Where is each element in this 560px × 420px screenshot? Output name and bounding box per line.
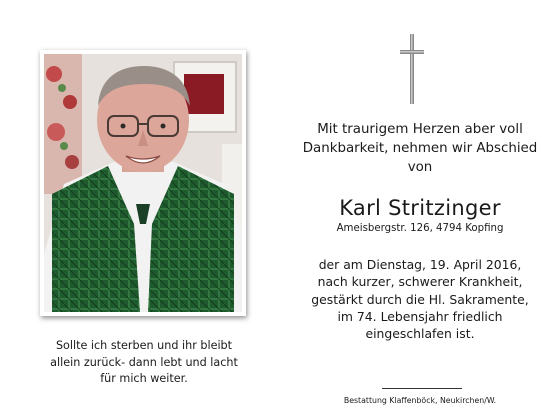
- deceased-address: Ameisbergstr. 126, 4794 Kopfing: [336, 223, 504, 234]
- details-line: nach kurzer, schwerer Krankheit,: [317, 274, 523, 290]
- cross-icon: [400, 34, 424, 104]
- details-line: gestärkt durch die Hl. Sakramente,: [311, 291, 529, 307]
- quote-line: für mich weiter.: [100, 372, 188, 385]
- portrait-image: [44, 54, 242, 312]
- undertaker-credit: Bestattung Klaffenböck, Neukirchen/W.: [343, 396, 497, 405]
- details-line: im 74. Lebensjahr friedlich: [337, 308, 503, 324]
- death-details: [298, 256, 542, 342]
- details-line: eingeschlafen ist.: [365, 326, 475, 342]
- footer-divider: [382, 388, 462, 389]
- details-line: der am Dienstag, 19. April 2016,: [318, 257, 522, 272]
- quote-line: Sollte ich sterben und ihr bleibt: [55, 339, 233, 352]
- intro-line: Mit traurigem Herzen aber voll: [317, 122, 523, 137]
- deceased-name: Karl Stritzinger: [339, 196, 501, 220]
- farewell-quote: [30, 338, 258, 388]
- intro-text: [300, 120, 540, 177]
- intro-line: von: [407, 160, 433, 175]
- quote-line: allein zurück- dann lebt und lacht: [50, 355, 238, 369]
- intro-line: Dankbarkeit, nehmen wir Abschied: [302, 141, 538, 156]
- portrait-photo: [40, 50, 246, 316]
